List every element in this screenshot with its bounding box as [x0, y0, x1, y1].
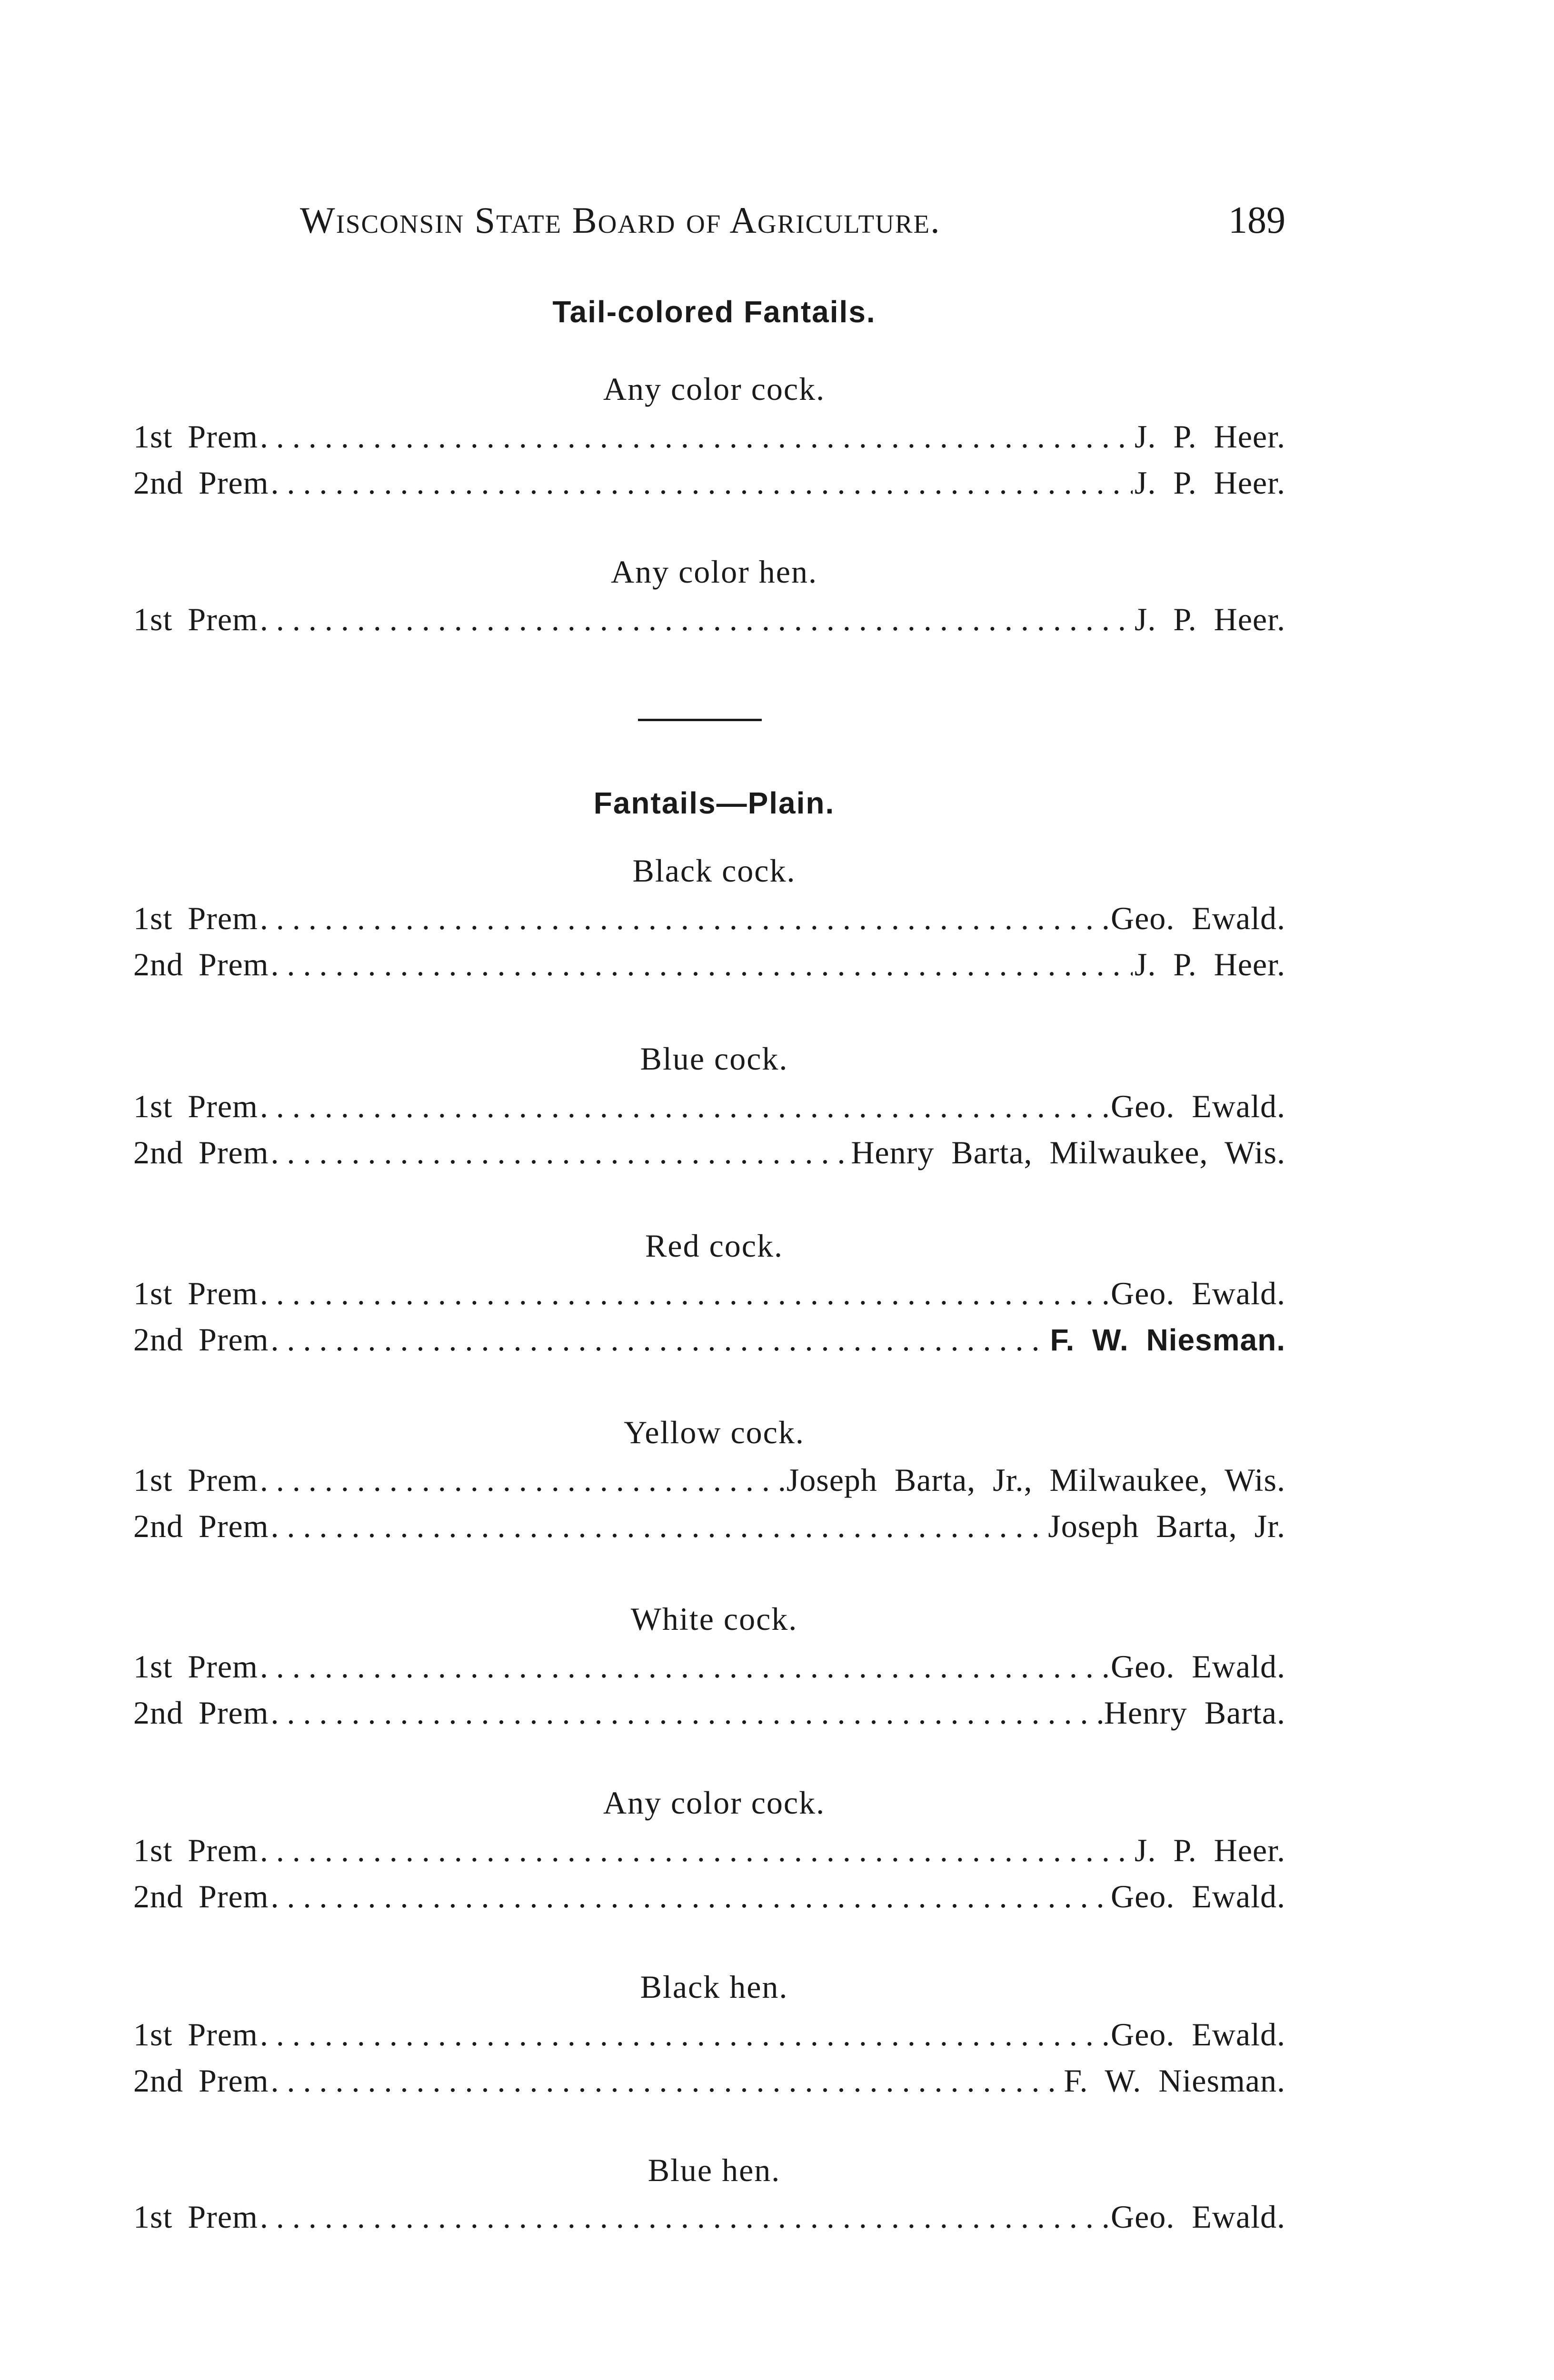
- premium-row: [133, 1832, 1285, 1874]
- dot-leader: [271, 1694, 1102, 1732]
- prize-label: 2nd Prem: [133, 1321, 269, 1358]
- winner-name: J. P. Heer.: [1134, 418, 1285, 455]
- dot-leader: [271, 1321, 1048, 1359]
- dot-leader: [271, 1878, 1109, 1915]
- running-header: [300, 199, 1285, 247]
- dot-leader: [260, 1832, 1133, 1869]
- prize-label: 2nd Prem: [133, 1134, 269, 1170]
- winner-name: Joseph Barta, Jr.: [1048, 1508, 1285, 1544]
- premium-row: [133, 1461, 1285, 1504]
- premium-row: [133, 601, 1285, 644]
- dot-leader: [260, 601, 1133, 638]
- premium-row: [133, 1507, 1285, 1550]
- prize-label: 2nd Prem: [133, 465, 269, 501]
- prize-label: 1st Prem: [133, 1832, 258, 1868]
- prize-label: 2nd Prem: [133, 2063, 269, 2099]
- premium-row: [133, 418, 1285, 461]
- winner-name: Geo. Ewald.: [1110, 1878, 1285, 1914]
- winner-name: Geo. Ewald.: [1110, 2199, 1285, 2235]
- winner-name: F. W. Niesman.: [1050, 1323, 1285, 1357]
- section-title: Tail-colored Fantails.: [552, 295, 876, 329]
- prize-label: 1st Prem: [133, 2016, 258, 2053]
- dot-leader: [260, 2016, 1109, 2053]
- premium-row: [133, 1088, 1285, 1130]
- dot-leader: [260, 2198, 1109, 2236]
- prize-label: 1st Prem: [133, 900, 258, 936]
- premium-row: [133, 2198, 1285, 2241]
- category-heading: Yellow cock.: [624, 1414, 805, 1450]
- winner-name: Geo. Ewald.: [1110, 1088, 1285, 1124]
- page-number: 189: [1228, 199, 1285, 241]
- dot-leader: [260, 1275, 1109, 1312]
- dot-leader: [271, 1134, 849, 1171]
- winner-name: J. P. Heer.: [1134, 1832, 1285, 1868]
- category-heading: Any color hen.: [610, 554, 817, 590]
- prize-label: 2nd Prem: [133, 1878, 269, 1914]
- prize-label: 1st Prem: [133, 418, 258, 455]
- dot-leader: [260, 900, 1109, 937]
- prize-label: 1st Prem: [133, 1462, 258, 1498]
- winner-name: Henry Barta.: [1104, 1695, 1285, 1731]
- dot-leader: [260, 1648, 1109, 1686]
- premium-row: [133, 1275, 1285, 1318]
- premium-row: [133, 2016, 1285, 2059]
- premium-row: [133, 900, 1285, 942]
- dot-leader: [260, 1461, 785, 1499]
- dot-leader: [271, 1507, 1046, 1545]
- prize-label: 1st Prem: [133, 1275, 258, 1311]
- premium-row: [133, 1648, 1285, 1691]
- prize-label: 2nd Prem: [133, 946, 269, 982]
- winner-name: Geo. Ewald.: [1110, 1648, 1285, 1685]
- prize-label: 1st Prem: [133, 1088, 258, 1124]
- category-heading: Blue hen.: [648, 2152, 781, 2188]
- prize-label: 1st Prem: [133, 2199, 258, 2235]
- category-heading: Any color cock.: [603, 1785, 826, 1821]
- winner-name: Geo. Ewald.: [1110, 1275, 1285, 1311]
- category-heading: White cock.: [630, 1601, 798, 1637]
- dot-leader: [271, 946, 1133, 983]
- dot-leader: [260, 418, 1133, 456]
- category-heading: Any color cock.: [603, 371, 826, 407]
- category-heading: Red cock.: [645, 1228, 783, 1264]
- section-title: Fantails—Plain.: [593, 786, 835, 820]
- premium-row: [133, 464, 1285, 507]
- dot-leader: [271, 464, 1133, 502]
- winner-name: Geo. Ewald.: [1110, 2016, 1285, 2053]
- dot-leader: [271, 2062, 1062, 2100]
- premium-row: [133, 1694, 1285, 1737]
- winner-name: Geo. Ewald.: [1110, 900, 1285, 936]
- category-heading: Black hen.: [640, 1969, 788, 2005]
- winner-name: J. P. Heer.: [1134, 465, 1285, 501]
- premium-row: [133, 1878, 1285, 1921]
- category-heading: Black cock.: [632, 853, 796, 889]
- prize-label: 2nd Prem: [133, 1508, 269, 1544]
- premium-row: [133, 1134, 1285, 1177]
- winner-name: Joseph Barta, Jr., Milwaukee, Wis.: [786, 1462, 1285, 1498]
- winner-name: J. P. Heer.: [1134, 946, 1285, 982]
- premium-row: [133, 946, 1285, 989]
- prize-label: 2nd Prem: [133, 1695, 269, 1731]
- winner-name: F. W. Niesman.: [1064, 2063, 1285, 2099]
- section-divider: [638, 719, 762, 721]
- premium-row: [133, 1321, 1285, 1364]
- winner-name: J. P. Heer.: [1134, 601, 1285, 637]
- dot-leader: [260, 1088, 1109, 1125]
- category-heading: Blue cock.: [640, 1041, 788, 1077]
- prize-label: 1st Prem: [133, 1648, 258, 1685]
- premium-row: [133, 2062, 1285, 2105]
- running-title: Wisconsin State Board of Agriculture.: [300, 199, 941, 241]
- prize-label: 1st Prem: [133, 601, 258, 637]
- winner-name: Henry Barta, Milwaukee, Wis.: [851, 1134, 1285, 1170]
